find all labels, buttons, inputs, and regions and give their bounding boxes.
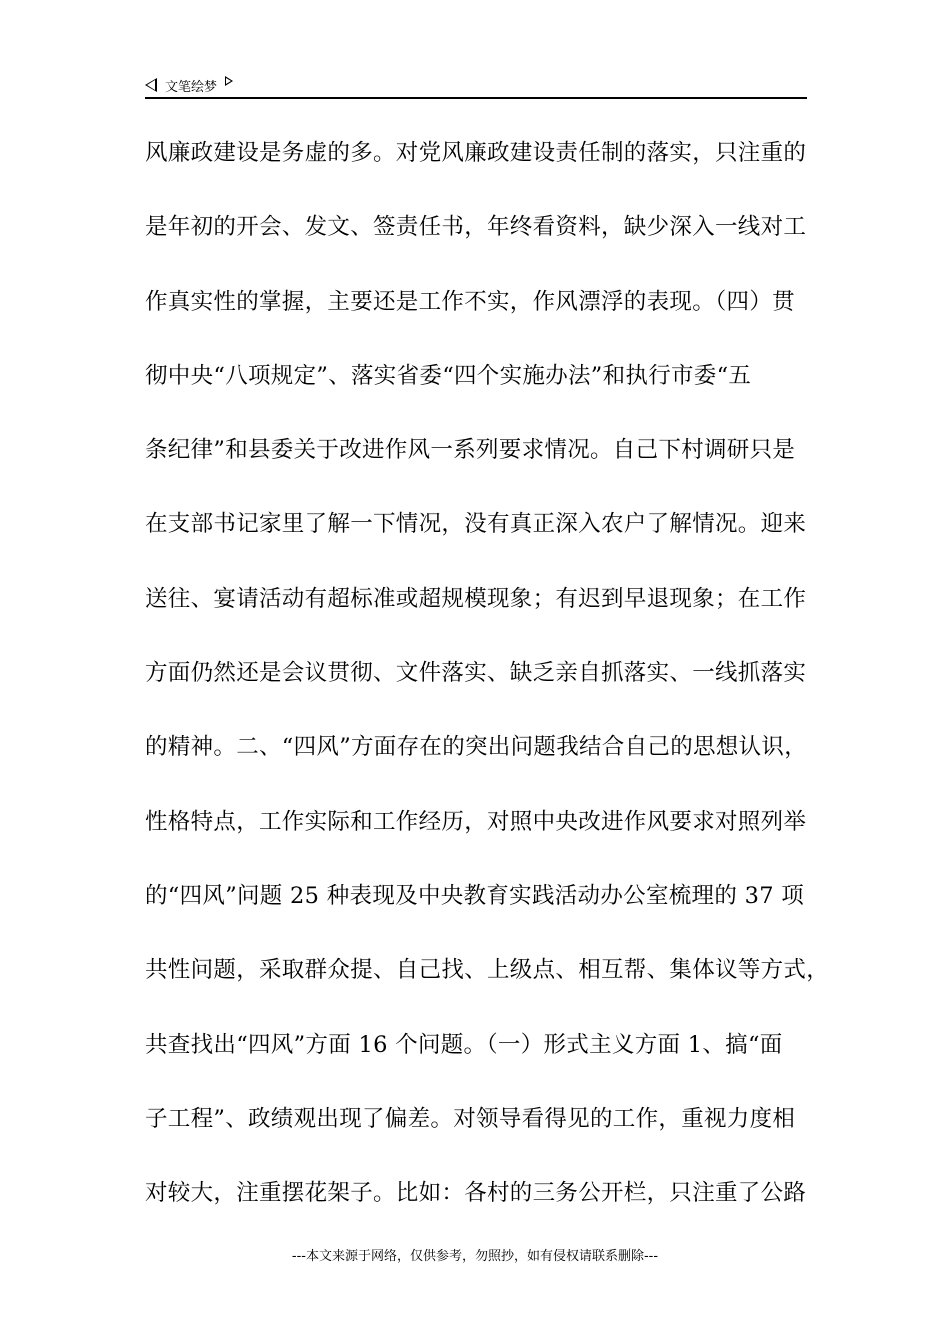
- page-header: [145, 74, 807, 96]
- text-line: 条纪律”和县委关于改进作风一系列要求情况。自己下村调研只是: [145, 437, 796, 464]
- text-line: 是年初的开会、发文、签责任书，年终看资料，缺少深入一线对工: [145, 214, 807, 241]
- text-line: 子工程”、政绩观出现了偏差。对领导看得见的工作，重视力度相: [145, 1105, 796, 1132]
- text-line: 在支部书记家里了解一下情况，没有真正深入农户了解情况。迎来: [145, 511, 807, 538]
- text-line: 的“四风”问题 25 种表现及中央教育实践活动办公室梳理的 37 项: [145, 882, 805, 909]
- text-line: 共查找出“四风”方面 16 个问题。（一）形式主义方面 1、搞“面: [145, 1031, 783, 1058]
- triangle-right-icon: [225, 76, 233, 86]
- document-body: [145, 131, 830, 1245]
- text-line: 性格特点，工作实际和工作经历，对照中央改进作风要求对照列举: [145, 808, 807, 835]
- footer-notice: ---本文来源于网络，仅供参考，勿照抄，如有侵权请联系删除---: [291, 1249, 659, 1264]
- text-line: 的精神。二、“四风”方面存在的突出问题我结合自己的思想认识，: [145, 734, 808, 761]
- text-line: 对较大，注重摆花架子。比如：各村的三务公开栏，只注重了公路: [145, 1180, 807, 1207]
- text-line: 彻中央“八项规定”、落实省委“四个实施办法”和执行市委“五: [145, 362, 752, 389]
- text-line: 共性问题，采取群众提、自己找、上级点、相互帮、集体议等方式，: [145, 957, 830, 984]
- triangle-left-icon: [145, 78, 157, 92]
- text-line: 送往、宴请活动有超标准或超规模现象；有迟到早退现象；在工作: [145, 585, 807, 612]
- text-line: 方面仍然还是会议贯彻、文件落实、缺乏亲自抓落实、一线抓落实: [145, 660, 807, 687]
- text-line: 风廉政建设是务虚的多。对党风廉政建设责任制的落实，只注重的: [145, 140, 807, 166]
- header-divider: [145, 97, 807, 99]
- text-line: 作真实性的掌握，主要还是工作不实，作风漂浮的表现。（四）贯: [145, 288, 795, 315]
- header-title: 文笔绘梦: [165, 79, 218, 95]
